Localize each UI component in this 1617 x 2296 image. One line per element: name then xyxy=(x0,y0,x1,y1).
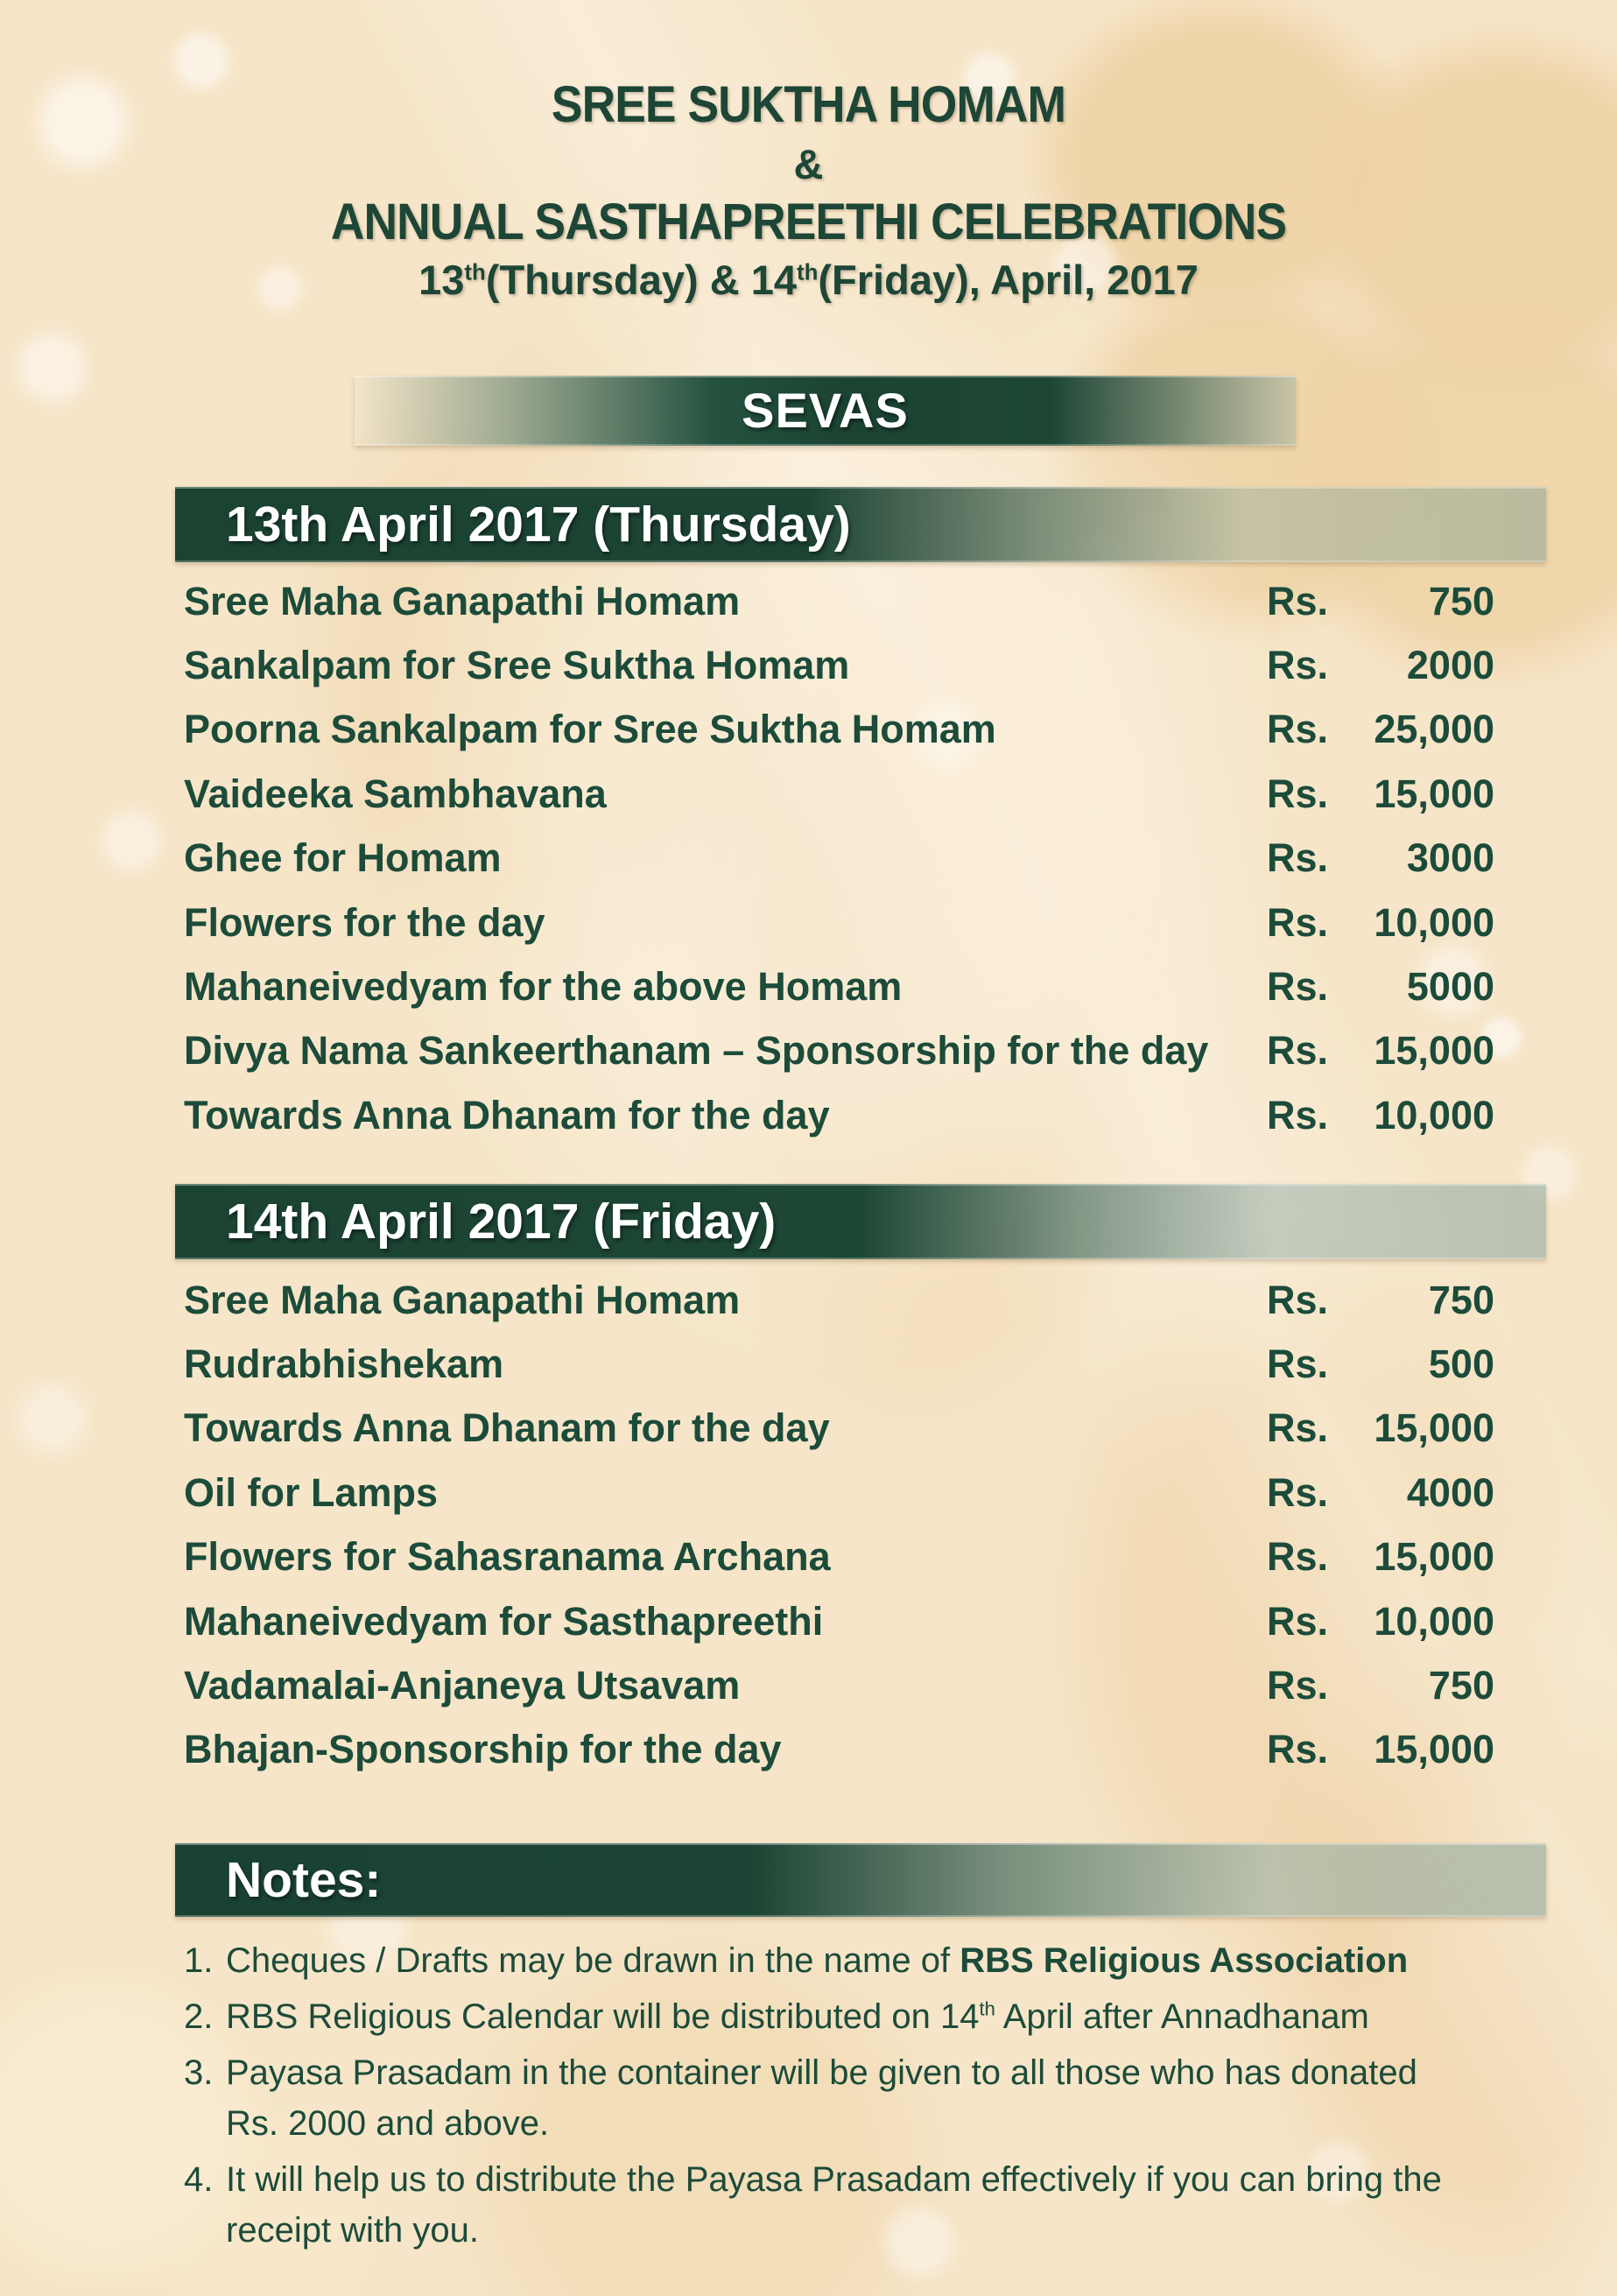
seva-label: Towards Anna Dhanam for the day xyxy=(184,1405,830,1451)
seva-label: Sankalpam for Sree Suktha Homam xyxy=(184,643,850,688)
seva-label: Vadamalai-Anjaneya Utsavam xyxy=(184,1663,741,1708)
text-segment: Payasa Prasadam in the container will be given to all those who has donated xyxy=(226,2053,1417,2092)
seva-amount: 2000 xyxy=(1406,643,1494,688)
seva-amount: 10,000 xyxy=(1374,1598,1494,1644)
seva-amount: 750 xyxy=(1428,1277,1494,1322)
superscript: th xyxy=(797,260,819,285)
note-number: 1. xyxy=(184,1941,214,1980)
seva-amount: 10,000 xyxy=(1374,899,1494,945)
seva-row xyxy=(0,1083,1617,1147)
seva-row xyxy=(0,569,1617,633)
seva-currency: Rs. xyxy=(1267,964,1329,1010)
seva-row xyxy=(0,827,1617,891)
note-item xyxy=(184,1991,1497,2042)
title-ampersand: & xyxy=(793,141,824,187)
seva-amount: 15,000 xyxy=(1374,1028,1494,1074)
title-line-1: SREE SUKTHA HOMAM xyxy=(551,76,1066,133)
seva-row xyxy=(0,762,1617,826)
seva-currency: Rs. xyxy=(1267,1028,1329,1074)
note-text xyxy=(226,1935,1497,1986)
note-text xyxy=(226,2047,1497,2149)
seva-currency: Rs. xyxy=(1267,1469,1329,1515)
seva-row xyxy=(0,1653,1617,1717)
text-segment: RBS Religious Calendar will be distributed on 14 xyxy=(226,1997,980,2036)
seva-currency: Rs. xyxy=(1267,643,1329,688)
seva-list-thursday xyxy=(0,569,1617,1148)
note-item xyxy=(184,1935,1497,1986)
seva-currency: Rs. xyxy=(1267,1092,1329,1137)
text-segment: April after Annadhanam xyxy=(995,1997,1369,2036)
seva-row xyxy=(0,1718,1617,1782)
sevas-banner xyxy=(355,376,1296,446)
notes-banner-label: Notes: xyxy=(226,1852,382,1908)
seva-label: Sree Maha Ganapathi Homam xyxy=(184,578,741,623)
seva-label: Vaideeka Sambhavana xyxy=(184,771,607,816)
superscript: th xyxy=(979,1997,995,2020)
title-line-2: ANNUAL SASTHAPREETHI CELEBRATIONS xyxy=(330,194,1287,250)
seva-label: Rudrabhishekam xyxy=(184,1342,504,1387)
seva-row xyxy=(0,698,1617,762)
seva-row xyxy=(0,1525,1617,1589)
seva-currency: Rs. xyxy=(1267,1534,1329,1580)
note-item xyxy=(184,2154,1497,2256)
seva-row xyxy=(0,1461,1617,1525)
seva-list-friday xyxy=(0,1268,1617,1782)
note-number: 3. xyxy=(184,2053,214,2092)
seva-label: Flowers for the day xyxy=(184,899,545,945)
seva-amount: 15,000 xyxy=(1374,1727,1494,1772)
seva-label: Bhajan-Sponsorship for the day xyxy=(184,1727,782,1772)
seva-amount: 750 xyxy=(1428,1663,1494,1708)
seva-row xyxy=(0,954,1617,1018)
seva-currency: Rs. xyxy=(1267,835,1329,881)
note-number: 2. xyxy=(184,1997,214,2036)
notes-banner xyxy=(175,1843,1546,1917)
seva-currency: Rs. xyxy=(1267,578,1329,623)
seva-row xyxy=(0,1019,1617,1083)
seva-label: Sree Maha Ganapathi Homam xyxy=(184,1277,741,1322)
seva-currency: Rs. xyxy=(1267,1727,1329,1772)
seva-currency: Rs. xyxy=(1267,1342,1329,1387)
seva-amount: 750 xyxy=(1428,578,1494,623)
section-banner-friday xyxy=(175,1184,1546,1259)
seva-currency: Rs. xyxy=(1267,707,1329,752)
seva-label: Mahaneivedyam for the above Homam xyxy=(184,964,903,1010)
sevas-banner-label: SEVAS xyxy=(742,383,909,438)
note-item xyxy=(184,2047,1497,2149)
seva-label: Ghee for Homam xyxy=(184,835,502,881)
seva-row xyxy=(0,633,1617,697)
seva-amount: 4000 xyxy=(1406,1469,1494,1515)
superscript: th xyxy=(464,260,486,285)
seva-label: Mahaneivedyam for Sasthapreethi xyxy=(184,1598,824,1644)
text-segment: Cheques / Drafts may be drawn in the name of xyxy=(226,1941,960,1980)
note-text xyxy=(226,2154,1497,2256)
note-text xyxy=(226,1991,1497,2042)
seva-currency: Rs. xyxy=(1267,1405,1329,1451)
seva-currency: Rs. xyxy=(1267,899,1329,945)
notes-list xyxy=(184,1935,1497,2261)
seva-amount: 25,000 xyxy=(1374,707,1494,752)
note-number: 4. xyxy=(184,2160,214,2199)
text-segment: Rs. 2000 and above. xyxy=(226,2104,550,2143)
seva-currency: Rs. xyxy=(1267,771,1329,816)
text-segment: It will help us to distribute the Payasa Prasadam effectively if you can bring the xyxy=(226,2160,1442,2199)
text-segment: 13 xyxy=(418,257,465,303)
seva-label: Poorna Sankalpam for Sree Suktha Homam xyxy=(184,707,996,752)
section-banner-thursday xyxy=(175,487,1546,562)
seva-row xyxy=(0,1589,1617,1653)
seva-amount: 3000 xyxy=(1406,835,1494,881)
seva-label: Flowers for Sahasranama Archana xyxy=(184,1534,831,1580)
seva-amount: 10,000 xyxy=(1374,1092,1494,1137)
seva-label: Towards Anna Dhanam for the day xyxy=(184,1092,830,1137)
seva-row xyxy=(0,1397,1617,1461)
seva-row xyxy=(0,1268,1617,1332)
text-segment: (Friday), April, 2017 xyxy=(818,257,1199,303)
text-segment: receipt with you. xyxy=(226,2211,480,2250)
section-title: 13th April 2017 (Thursday) xyxy=(226,497,851,553)
seva-amount: 5000 xyxy=(1406,964,1494,1010)
seva-amount: 15,000 xyxy=(1374,1534,1494,1580)
seva-label: Divya Nama Sankeerthanam – Sponsorship for the day xyxy=(184,1028,1209,1074)
seva-currency: Rs. xyxy=(1267,1277,1329,1322)
event-dates xyxy=(0,256,1617,305)
seva-amount: 15,000 xyxy=(1374,1405,1494,1451)
seva-row xyxy=(0,891,1617,954)
section-title: 14th April 2017 (Friday) xyxy=(226,1194,777,1250)
seva-currency: Rs. xyxy=(1267,1663,1329,1708)
seva-currency: Rs. xyxy=(1267,1598,1329,1644)
seva-amount: 500 xyxy=(1428,1342,1494,1387)
seva-row xyxy=(0,1332,1617,1396)
seva-label: Oil for Lamps xyxy=(184,1469,439,1515)
text-segment: (Thursday) & 14 xyxy=(485,257,797,303)
text-segment: RBS Religious Association xyxy=(960,1941,1409,1980)
seva-amount: 15,000 xyxy=(1374,771,1494,816)
